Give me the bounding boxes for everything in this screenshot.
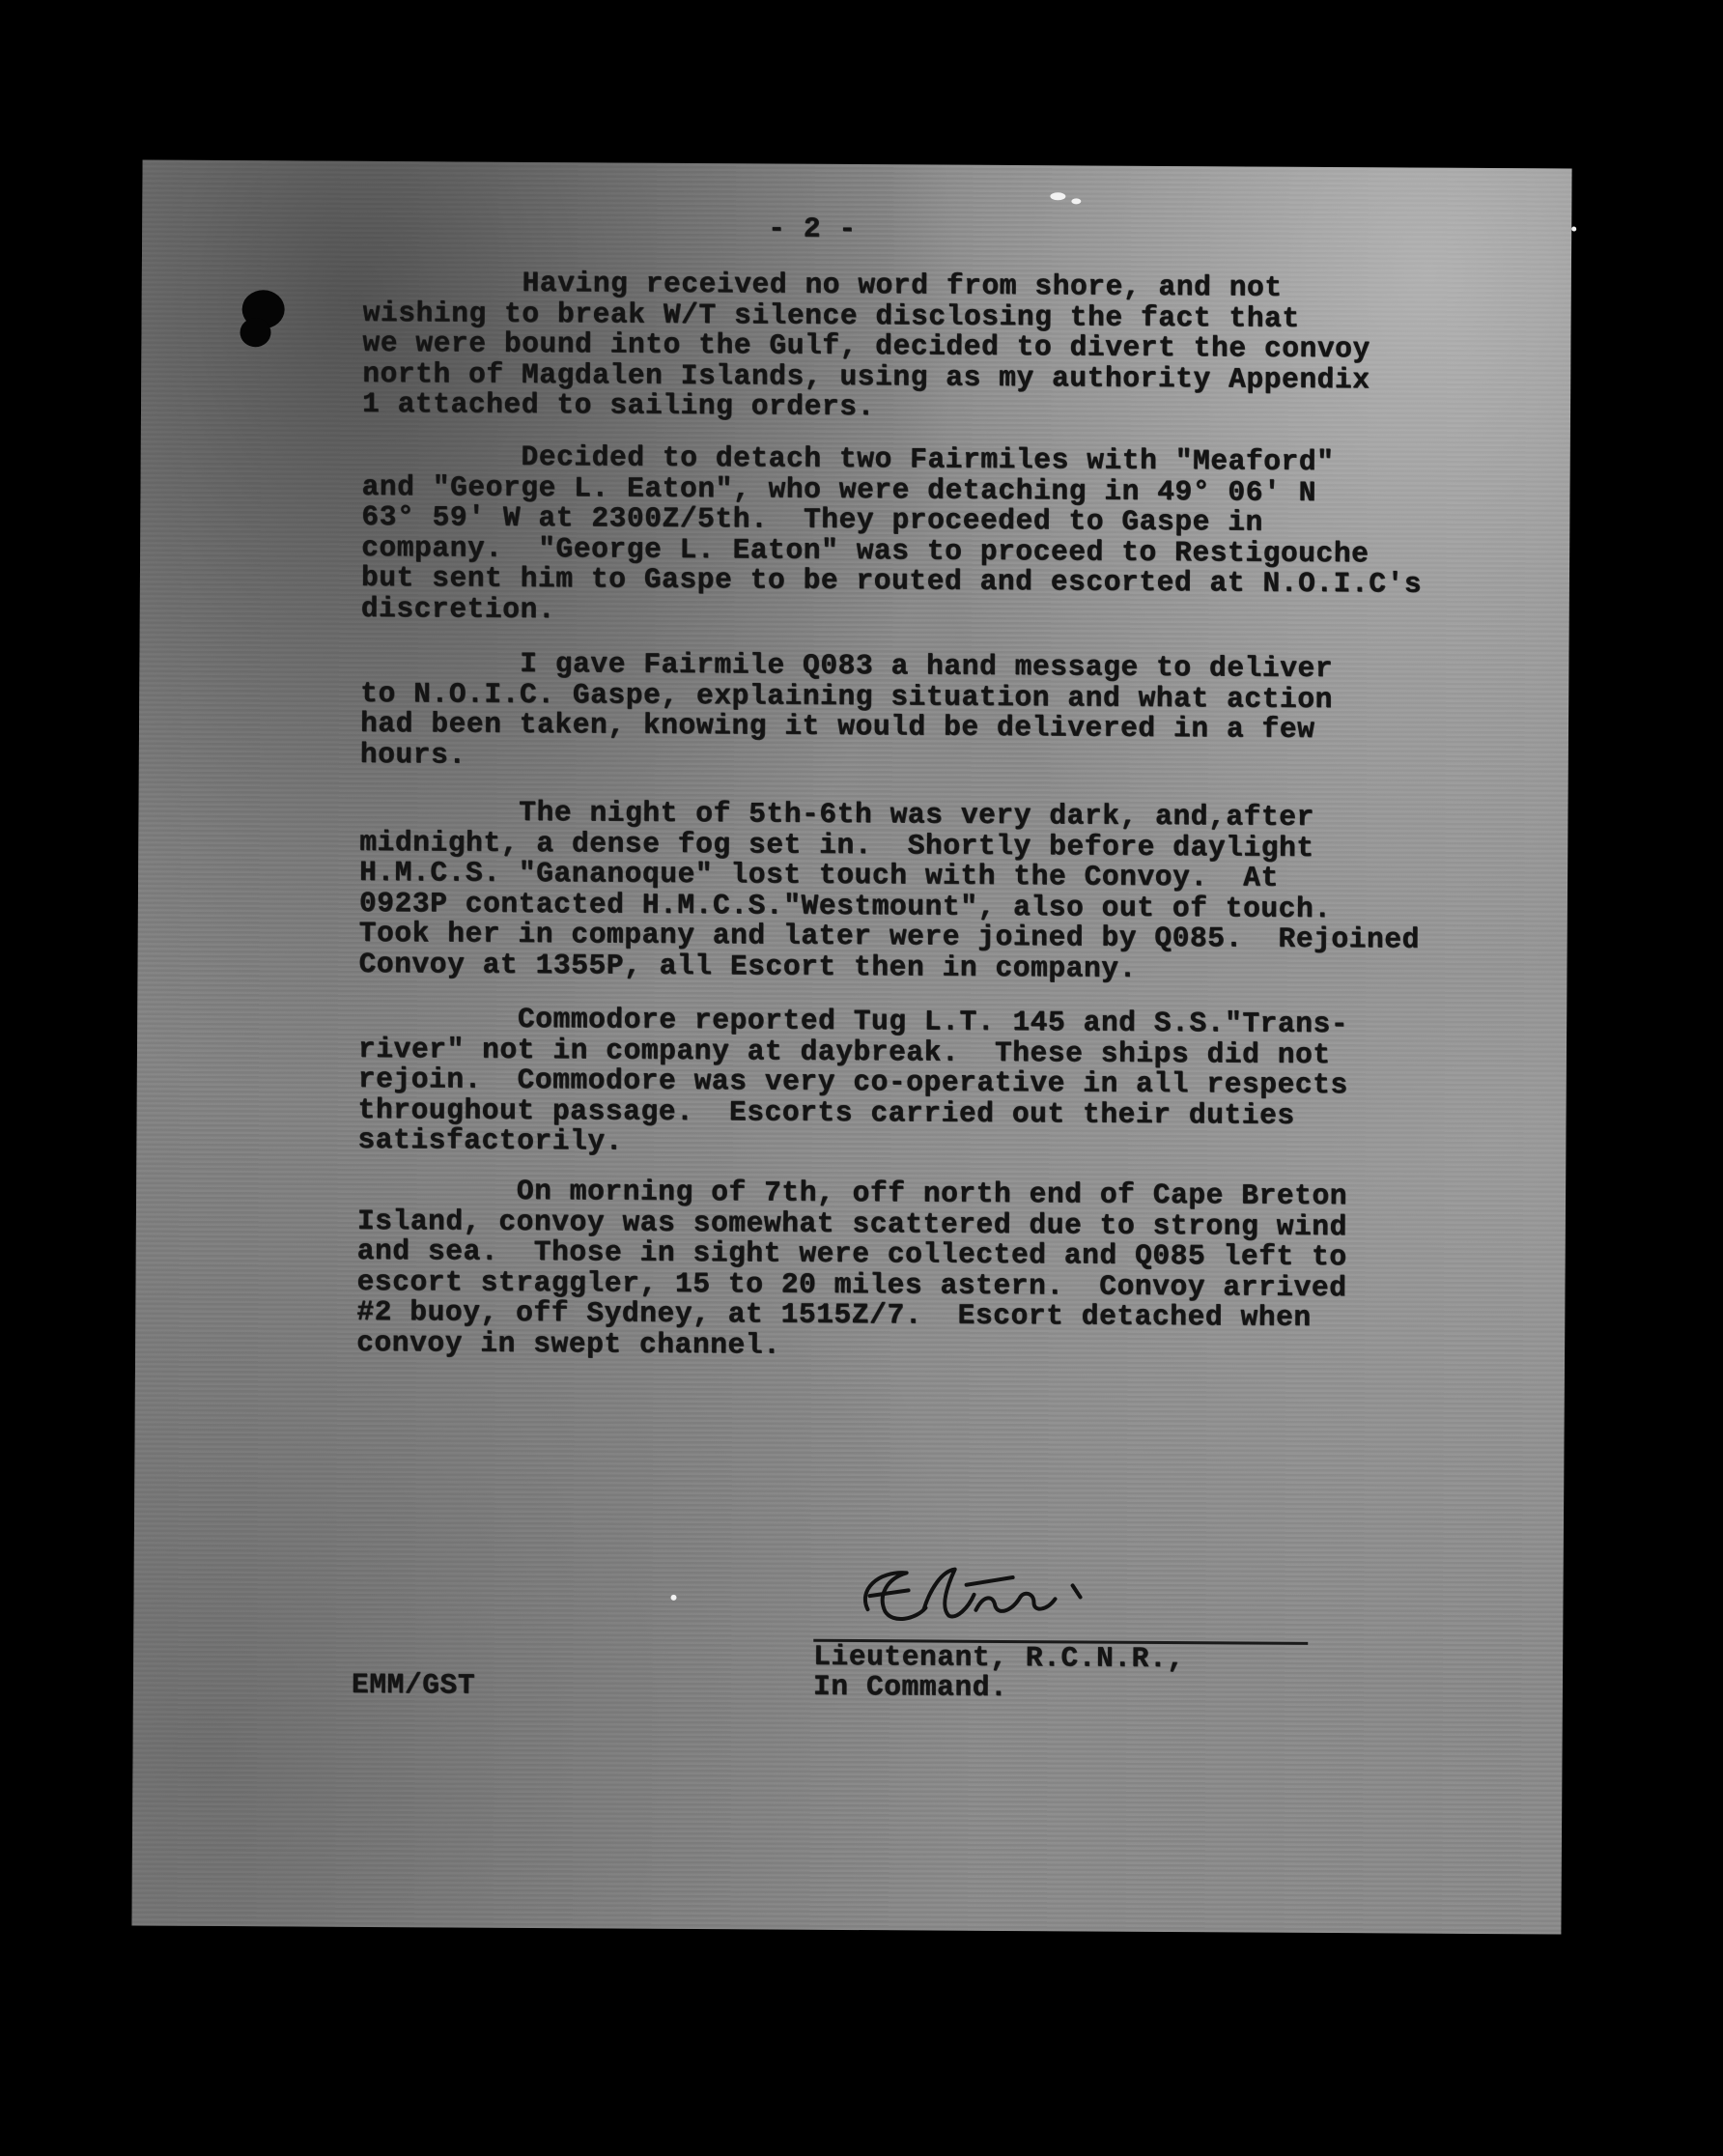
page-number: - 2 - xyxy=(768,212,857,246)
paragraph-no-word-from-shore: Having received no word from shore, and not wishing to break W/T silence disclosing the fact that we were bound into the Gulf, decided to divert the convoy north of Magdalen Islands, using as my authority Appendix 1 attached to sailing orders. xyxy=(361,265,1370,424)
paragraph-commodore-report: Commodore reported Tug L.T. 145 and S.S."Trans- river" not in company at daybreak. These ships did not rejoin. Commodore was very co-operative in all respects throughout passage. Escorts carried out their duties satisfactorily. xyxy=(357,1001,1349,1158)
scan-speck xyxy=(1071,198,1081,204)
paragraph-detach-fairmiles: Decided to detach two Fairmiles with "Meaford" and "George L. Eaton", who were detaching in 49° 06' N 63° 59' W at 2300Z/5th. They proceeded to Gaspe in company. "George L. Eaton" was to proceed to Restigouche but sent him to Gaspe to be routed and escorted at N.O.I.C's discretion. xyxy=(360,439,1423,626)
paragraph-hand-message: I gave Fairmile Q083 a hand message to deliver to N.O.I.C. Gaspe, explaining situation and what action had been taken, knowing it would be delivered in a few hours. xyxy=(359,645,1334,772)
paragraph-arrival-sydney: On morning of 7th, off north end of Cape Breton Island, convoy was somewhat scattered due to strong wind and sea. Those in sight were collected and Q085 left to escort straggler, 15 to 20 miles astern. Convoy arrived #2 buoy, off Sydney, at 1515Z/7. Escort detached when convoy in swept channel. xyxy=(356,1173,1348,1362)
punch-hole-mark xyxy=(230,286,288,354)
handwritten-signature xyxy=(848,1551,1100,1640)
reference-initials: EMM/GST xyxy=(351,1667,476,1702)
scan-speck xyxy=(670,1595,676,1601)
paragraph-night-fog: The night of 5th-6th was very dark, and,after midnight, a dense fog set in. Shortly before daylight H.M.C.S. "Gananoque" lost touch with the Convoy. At 0923P contacted H.M.C.S."Westmount", also out of touch. Took her in company and later were joined by Q085. Rejoined Convoy at 1355P, all Escort then in company. xyxy=(358,794,1420,985)
scan-speck xyxy=(1050,192,1065,200)
scan-speck xyxy=(1571,227,1576,232)
signatory-rank: Lieutenant, R.C.N.R., xyxy=(813,1639,1185,1676)
document-page xyxy=(131,159,1571,1934)
signatory-command: In Command. xyxy=(812,1669,1008,1704)
